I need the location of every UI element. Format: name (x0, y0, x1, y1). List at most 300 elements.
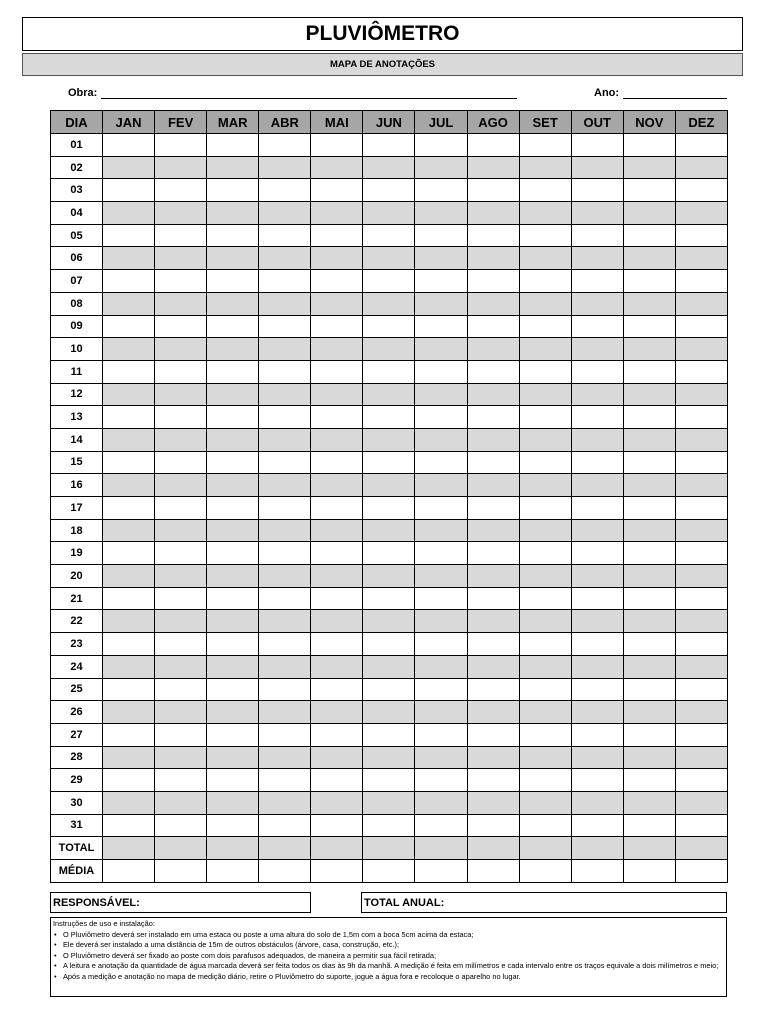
rainfall-cell[interactable] (155, 655, 207, 678)
rainfall-cell[interactable] (415, 134, 467, 157)
rainfall-cell[interactable] (155, 270, 207, 293)
rainfall-cell[interactable] (207, 202, 259, 225)
rainfall-cell[interactable] (103, 338, 155, 361)
rainfall-cell[interactable] (363, 678, 415, 701)
rainfall-cell[interactable] (155, 701, 207, 724)
rainfall-cell[interactable] (675, 247, 727, 270)
rainfall-cell[interactable] (155, 315, 207, 338)
rainfall-cell[interactable] (571, 542, 623, 565)
rainfall-cell[interactable] (623, 360, 675, 383)
rainfall-cell[interactable] (363, 360, 415, 383)
rainfall-cell[interactable] (519, 791, 571, 814)
rainfall-cell[interactable] (311, 519, 363, 542)
rainfall-cell[interactable] (311, 292, 363, 315)
rainfall-cell[interactable] (311, 655, 363, 678)
rainfall-cell[interactable] (571, 814, 623, 837)
rainfall-cell[interactable] (415, 247, 467, 270)
rainfall-cell[interactable] (103, 746, 155, 769)
rainfall-cell[interactable] (207, 814, 259, 837)
rainfall-cell[interactable] (259, 769, 311, 792)
rainfall-cell[interactable] (363, 247, 415, 270)
rainfall-cell[interactable] (571, 270, 623, 293)
rainfall-cell[interactable] (363, 519, 415, 542)
rainfall-cell[interactable] (259, 224, 311, 247)
rainfall-cell[interactable] (311, 769, 363, 792)
rainfall-cell[interactable] (415, 383, 467, 406)
rainfall-cell[interactable] (467, 633, 519, 656)
rainfall-cell[interactable] (363, 156, 415, 179)
rainfall-cell[interactable] (415, 746, 467, 769)
rainfall-cell[interactable] (467, 723, 519, 746)
rainfall-cell[interactable] (311, 224, 363, 247)
rainfall-cell[interactable] (363, 542, 415, 565)
rainfall-cell[interactable] (259, 519, 311, 542)
rainfall-cell[interactable] (571, 769, 623, 792)
rainfall-cell[interactable] (675, 655, 727, 678)
rainfall-cell[interactable] (467, 497, 519, 520)
rainfall-cell[interactable] (675, 315, 727, 338)
rainfall-cell[interactable] (415, 428, 467, 451)
rainfall-cell[interactable] (259, 451, 311, 474)
rainfall-cell[interactable] (675, 156, 727, 179)
rainfall-cell[interactable] (675, 837, 727, 860)
rainfall-cell[interactable] (207, 633, 259, 656)
rainfall-cell[interactable] (415, 655, 467, 678)
rainfall-cell[interactable] (467, 837, 519, 860)
rainfall-cell[interactable] (155, 769, 207, 792)
rainfall-cell[interactable] (675, 474, 727, 497)
rainfall-cell[interactable] (675, 451, 727, 474)
rainfall-cell[interactable] (363, 746, 415, 769)
rainfall-cell[interactable] (467, 814, 519, 837)
rainfall-cell[interactable] (259, 428, 311, 451)
rainfall-cell[interactable] (571, 655, 623, 678)
rainfall-cell[interactable] (467, 769, 519, 792)
rainfall-cell[interactable] (415, 519, 467, 542)
rainfall-cell[interactable] (103, 633, 155, 656)
rainfall-cell[interactable] (571, 791, 623, 814)
rainfall-cell[interactable] (623, 723, 675, 746)
rainfall-cell[interactable] (623, 338, 675, 361)
rainfall-cell[interactable] (311, 587, 363, 610)
rainfall-cell[interactable] (467, 202, 519, 225)
rainfall-cell[interactable] (155, 542, 207, 565)
rainfall-cell[interactable] (467, 406, 519, 429)
rainfall-cell[interactable] (311, 360, 363, 383)
rainfall-cell[interactable] (571, 678, 623, 701)
rainfall-cell[interactable] (415, 315, 467, 338)
rainfall-cell[interactable] (415, 474, 467, 497)
rainfall-cell[interactable] (571, 134, 623, 157)
rainfall-cell[interactable] (519, 701, 571, 724)
rainfall-cell[interactable] (571, 633, 623, 656)
rainfall-cell[interactable] (519, 338, 571, 361)
rainfall-cell[interactable] (623, 860, 675, 883)
rainfall-cell[interactable] (571, 179, 623, 202)
rainfall-cell[interactable] (311, 565, 363, 588)
rainfall-cell[interactable] (311, 723, 363, 746)
rainfall-cell[interactable] (259, 474, 311, 497)
rainfall-cell[interactable] (259, 655, 311, 678)
rainfall-cell[interactable] (207, 723, 259, 746)
rainfall-cell[interactable] (623, 292, 675, 315)
rainfall-cell[interactable] (155, 610, 207, 633)
rainfall-cell[interactable] (571, 292, 623, 315)
rainfall-cell[interactable] (207, 383, 259, 406)
rainfall-cell[interactable] (155, 179, 207, 202)
rainfall-cell[interactable] (675, 202, 727, 225)
rainfall-cell[interactable] (103, 860, 155, 883)
rainfall-cell[interactable] (675, 723, 727, 746)
rainfall-cell[interactable] (311, 247, 363, 270)
total-anual-field[interactable] (361, 892, 727, 913)
rainfall-cell[interactable] (259, 814, 311, 837)
rainfall-cell[interactable] (623, 270, 675, 293)
rainfall-cell[interactable] (207, 837, 259, 860)
rainfall-cell[interactable] (623, 451, 675, 474)
rainfall-cell[interactable] (675, 134, 727, 157)
rainfall-cell[interactable] (519, 814, 571, 837)
rainfall-cell[interactable] (207, 701, 259, 724)
rainfall-cell[interactable] (311, 791, 363, 814)
rainfall-cell[interactable] (623, 814, 675, 837)
rainfall-cell[interactable] (675, 224, 727, 247)
rainfall-cell[interactable] (155, 247, 207, 270)
rainfall-cell[interactable] (207, 610, 259, 633)
rainfall-cell[interactable] (259, 587, 311, 610)
rainfall-cell[interactable] (675, 565, 727, 588)
rainfall-cell[interactable] (519, 610, 571, 633)
rainfall-cell[interactable] (363, 723, 415, 746)
rainfall-cell[interactable] (623, 610, 675, 633)
rainfall-cell[interactable] (155, 428, 207, 451)
rainfall-cell[interactable] (415, 837, 467, 860)
rainfall-cell[interactable] (103, 542, 155, 565)
ano-line[interactable] (623, 84, 727, 99)
rainfall-cell[interactable] (311, 542, 363, 565)
rainfall-cell[interactable] (571, 451, 623, 474)
rainfall-cell[interactable] (363, 655, 415, 678)
rainfall-cell[interactable] (207, 860, 259, 883)
rainfall-cell[interactable] (571, 701, 623, 724)
rainfall-cell[interactable] (103, 791, 155, 814)
rainfall-cell[interactable] (623, 655, 675, 678)
rainfall-cell[interactable] (363, 134, 415, 157)
rainfall-cell[interactable] (103, 247, 155, 270)
rainfall-cell[interactable] (623, 156, 675, 179)
rainfall-cell[interactable] (311, 338, 363, 361)
rainfall-cell[interactable] (103, 406, 155, 429)
rainfall-cell[interactable] (155, 202, 207, 225)
rainfall-cell[interactable] (467, 156, 519, 179)
rainfall-cell[interactable] (623, 406, 675, 429)
rainfall-cell[interactable] (155, 224, 207, 247)
rainfall-cell[interactable] (311, 270, 363, 293)
responsavel-field[interactable] (50, 892, 311, 913)
rainfall-cell[interactable] (415, 701, 467, 724)
rainfall-cell[interactable] (571, 723, 623, 746)
rainfall-cell[interactable] (467, 451, 519, 474)
rainfall-cell[interactable] (519, 406, 571, 429)
rainfall-cell[interactable] (571, 315, 623, 338)
rainfall-cell[interactable] (571, 383, 623, 406)
rainfall-cell[interactable] (675, 633, 727, 656)
rainfall-cell[interactable] (363, 860, 415, 883)
rainfall-cell[interactable] (623, 542, 675, 565)
rainfall-cell[interactable] (467, 179, 519, 202)
rainfall-cell[interactable] (675, 746, 727, 769)
rainfall-cell[interactable] (311, 860, 363, 883)
rainfall-cell[interactable] (155, 723, 207, 746)
rainfall-cell[interactable] (415, 769, 467, 792)
rainfall-cell[interactable] (415, 610, 467, 633)
rainfall-cell[interactable] (623, 791, 675, 814)
rainfall-cell[interactable] (363, 814, 415, 837)
rainfall-cell[interactable] (519, 451, 571, 474)
rainfall-cell[interactable] (519, 746, 571, 769)
rainfall-cell[interactable] (623, 678, 675, 701)
rainfall-cell[interactable] (155, 791, 207, 814)
rainfall-cell[interactable] (155, 860, 207, 883)
rainfall-cell[interactable] (467, 315, 519, 338)
rainfall-cell[interactable] (103, 179, 155, 202)
rainfall-cell[interactable] (415, 179, 467, 202)
rainfall-cell[interactable] (207, 406, 259, 429)
rainfall-cell[interactable] (415, 270, 467, 293)
rainfall-cell[interactable] (571, 587, 623, 610)
rainfall-cell[interactable] (519, 156, 571, 179)
rainfall-cell[interactable] (363, 406, 415, 429)
rainfall-cell[interactable] (259, 202, 311, 225)
rainfall-cell[interactable] (623, 224, 675, 247)
rainfall-cell[interactable] (675, 292, 727, 315)
rainfall-cell[interactable] (519, 474, 571, 497)
rainfall-cell[interactable] (415, 587, 467, 610)
rainfall-cell[interactable] (155, 746, 207, 769)
rainfall-cell[interactable] (467, 338, 519, 361)
rainfall-cell[interactable] (259, 860, 311, 883)
rainfall-cell[interactable] (103, 587, 155, 610)
rainfall-cell[interactable] (519, 134, 571, 157)
rainfall-cell[interactable] (467, 678, 519, 701)
rainfall-cell[interactable] (363, 451, 415, 474)
rainfall-cell[interactable] (675, 360, 727, 383)
rainfall-cell[interactable] (415, 678, 467, 701)
rainfall-cell[interactable] (259, 134, 311, 157)
rainfall-cell[interactable] (207, 292, 259, 315)
rainfall-cell[interactable] (207, 769, 259, 792)
rainfall-cell[interactable] (519, 179, 571, 202)
rainfall-cell[interactable] (623, 247, 675, 270)
rainfall-cell[interactable] (467, 519, 519, 542)
rainfall-cell[interactable] (103, 451, 155, 474)
rainfall-cell[interactable] (155, 338, 207, 361)
rainfall-cell[interactable] (259, 791, 311, 814)
rainfall-cell[interactable] (259, 610, 311, 633)
rainfall-cell[interactable] (675, 542, 727, 565)
rainfall-cell[interactable] (259, 633, 311, 656)
rainfall-cell[interactable] (363, 474, 415, 497)
rainfall-cell[interactable] (571, 360, 623, 383)
rainfall-cell[interactable] (415, 224, 467, 247)
rainfall-cell[interactable] (415, 338, 467, 361)
rainfall-cell[interactable] (311, 315, 363, 338)
rainfall-cell[interactable] (311, 156, 363, 179)
rainfall-cell[interactable] (467, 270, 519, 293)
rainfall-cell[interactable] (519, 565, 571, 588)
rainfall-cell[interactable] (363, 633, 415, 656)
rainfall-cell[interactable] (259, 383, 311, 406)
rainfall-cell[interactable] (623, 179, 675, 202)
rainfall-cell[interactable] (311, 474, 363, 497)
rainfall-cell[interactable] (363, 587, 415, 610)
rainfall-cell[interactable] (519, 292, 571, 315)
rainfall-cell[interactable] (259, 406, 311, 429)
rainfall-cell[interactable] (207, 565, 259, 588)
rainfall-cell[interactable] (467, 428, 519, 451)
rainfall-cell[interactable] (623, 474, 675, 497)
rainfall-cell[interactable] (311, 610, 363, 633)
rainfall-cell[interactable] (311, 814, 363, 837)
rainfall-cell[interactable] (363, 224, 415, 247)
rainfall-cell[interactable] (519, 315, 571, 338)
rainfall-cell[interactable] (103, 134, 155, 157)
rainfall-cell[interactable] (103, 292, 155, 315)
rainfall-cell[interactable] (155, 837, 207, 860)
rainfall-cell[interactable] (519, 202, 571, 225)
rainfall-cell[interactable] (311, 383, 363, 406)
rainfall-cell[interactable] (259, 270, 311, 293)
rainfall-cell[interactable] (675, 701, 727, 724)
rainfall-cell[interactable] (363, 428, 415, 451)
rainfall-cell[interactable] (155, 814, 207, 837)
rainfall-cell[interactable] (363, 338, 415, 361)
rainfall-cell[interactable] (623, 202, 675, 225)
rainfall-cell[interactable] (675, 179, 727, 202)
rainfall-cell[interactable] (155, 565, 207, 588)
rainfall-cell[interactable] (415, 360, 467, 383)
rainfall-cell[interactable] (103, 769, 155, 792)
rainfall-cell[interactable] (311, 428, 363, 451)
rainfall-cell[interactable] (363, 769, 415, 792)
rainfall-cell[interactable] (571, 497, 623, 520)
rainfall-cell[interactable] (207, 224, 259, 247)
rainfall-cell[interactable] (155, 156, 207, 179)
rainfall-cell[interactable] (311, 746, 363, 769)
rainfall-cell[interactable] (415, 814, 467, 837)
rainfall-cell[interactable] (519, 383, 571, 406)
rainfall-cell[interactable] (675, 678, 727, 701)
rainfall-cell[interactable] (519, 247, 571, 270)
rainfall-cell[interactable] (155, 633, 207, 656)
rainfall-cell[interactable] (259, 292, 311, 315)
rainfall-cell[interactable] (103, 360, 155, 383)
rainfall-cell[interactable] (363, 497, 415, 520)
rainfall-cell[interactable] (571, 474, 623, 497)
rainfall-cell[interactable] (675, 338, 727, 361)
rainfall-cell[interactable] (207, 179, 259, 202)
rainfall-cell[interactable] (207, 451, 259, 474)
rainfall-cell[interactable] (415, 497, 467, 520)
rainfall-cell[interactable] (675, 587, 727, 610)
rainfall-cell[interactable] (467, 791, 519, 814)
rainfall-cell[interactable] (363, 701, 415, 724)
rainfall-cell[interactable] (467, 474, 519, 497)
rainfall-cell[interactable] (519, 678, 571, 701)
rainfall-cell[interactable] (519, 723, 571, 746)
rainfall-cell[interactable] (103, 655, 155, 678)
rainfall-cell[interactable] (623, 769, 675, 792)
rainfall-cell[interactable] (363, 837, 415, 860)
rainfall-cell[interactable] (675, 270, 727, 293)
rainfall-cell[interactable] (519, 860, 571, 883)
rainfall-cell[interactable] (311, 202, 363, 225)
rainfall-cell[interactable] (519, 428, 571, 451)
rainfall-cell[interactable] (675, 406, 727, 429)
rainfall-cell[interactable] (675, 791, 727, 814)
rainfall-cell[interactable] (467, 224, 519, 247)
rainfall-cell[interactable] (103, 202, 155, 225)
rainfall-cell[interactable] (571, 428, 623, 451)
rainfall-cell[interactable] (207, 156, 259, 179)
rainfall-cell[interactable] (467, 701, 519, 724)
rainfall-cell[interactable] (467, 860, 519, 883)
rainfall-cell[interactable] (519, 587, 571, 610)
rainfall-cell[interactable] (363, 383, 415, 406)
rainfall-cell[interactable] (311, 406, 363, 429)
rainfall-cell[interactable] (415, 406, 467, 429)
rainfall-cell[interactable] (103, 474, 155, 497)
rainfall-cell[interactable] (571, 746, 623, 769)
rainfall-cell[interactable] (571, 224, 623, 247)
rainfall-cell[interactable] (259, 837, 311, 860)
rainfall-cell[interactable] (623, 587, 675, 610)
rainfall-cell[interactable] (571, 247, 623, 270)
rainfall-cell[interactable] (207, 497, 259, 520)
rainfall-cell[interactable] (155, 406, 207, 429)
rainfall-cell[interactable] (415, 791, 467, 814)
rainfall-cell[interactable] (571, 338, 623, 361)
rainfall-cell[interactable] (519, 224, 571, 247)
rainfall-cell[interactable] (623, 746, 675, 769)
rainfall-cell[interactable] (155, 678, 207, 701)
rainfall-cell[interactable] (259, 179, 311, 202)
rainfall-cell[interactable] (103, 678, 155, 701)
rainfall-cell[interactable] (571, 565, 623, 588)
rainfall-cell[interactable] (467, 565, 519, 588)
rainfall-cell[interactable] (467, 134, 519, 157)
rainfall-cell[interactable] (363, 202, 415, 225)
rainfall-cell[interactable] (623, 633, 675, 656)
rainfall-cell[interactable] (103, 224, 155, 247)
rainfall-cell[interactable] (311, 837, 363, 860)
rainfall-cell[interactable] (675, 519, 727, 542)
rainfall-cell[interactable] (363, 179, 415, 202)
rainfall-cell[interactable] (311, 678, 363, 701)
rainfall-cell[interactable] (311, 497, 363, 520)
rainfall-cell[interactable] (259, 360, 311, 383)
rainfall-cell[interactable] (571, 202, 623, 225)
rainfall-cell[interactable] (415, 292, 467, 315)
rainfall-cell[interactable] (311, 633, 363, 656)
rainfall-cell[interactable] (259, 315, 311, 338)
rainfall-cell[interactable] (103, 814, 155, 837)
rainfall-cell[interactable] (207, 270, 259, 293)
rainfall-cell[interactable] (623, 134, 675, 157)
rainfall-cell[interactable] (519, 270, 571, 293)
rainfall-cell[interactable] (467, 292, 519, 315)
rainfall-cell[interactable] (311, 179, 363, 202)
